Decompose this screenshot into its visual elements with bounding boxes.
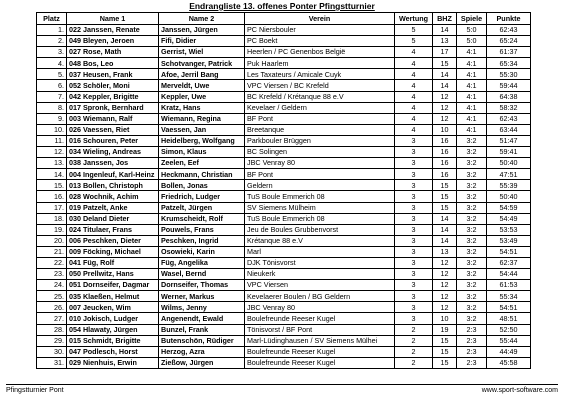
cell-name1: 026 Vaessen, Riet [67, 124, 159, 135]
cell-name1: 029 Nienhuis, Erwin [67, 357, 159, 368]
cell-wertung: 3 [395, 257, 433, 268]
cell-verein: TuS Boule Emmerich 08 [245, 191, 395, 202]
cell-spiele: 3:2 [457, 213, 487, 224]
cell-verein: Heerlen / PC Genenbos België [245, 47, 395, 58]
cell-platz: 26. [37, 302, 67, 313]
cell-verein: Kevelaerer Boulen / BG Geldern [245, 291, 395, 302]
cell-name1: 030 Deland Dieter [67, 213, 159, 224]
table-row [37, 113, 531, 124]
cell-bhz: 14 [433, 235, 457, 246]
cell-bhz: 19 [433, 324, 457, 335]
table-row [37, 313, 531, 324]
table-row [37, 269, 531, 280]
cell-wertung: 2 [395, 346, 433, 357]
cell-name2: Afoe, Jerril Bang [159, 69, 245, 80]
column-header-punkte: Punkte [487, 13, 531, 25]
cell-name1: 009 Föcking, Michael [67, 246, 159, 257]
cell-name1: 027 Rose, Math [67, 47, 159, 58]
cell-platz: 17. [37, 202, 67, 213]
cell-punkte: 53:49 [487, 235, 531, 246]
table-header-row [37, 13, 531, 25]
cell-name2: Peschken, Ingrid [159, 235, 245, 246]
table-row [37, 246, 531, 257]
cell-spiele: 4:1 [457, 80, 487, 91]
cell-name1: 024 Titulaer, Frans [67, 224, 159, 235]
cell-bhz: 13 [433, 36, 457, 47]
cell-platz: 15. [37, 180, 67, 191]
cell-verein: JBC Venray 80 [245, 302, 395, 313]
cell-name2: Zießow, Jürgen [159, 357, 245, 368]
cell-punkte: 50:40 [487, 158, 531, 169]
cell-name2: Wiemann, Regina [159, 113, 245, 124]
cell-punkte: 55:30 [487, 69, 531, 80]
cell-name1: 050 Prellwitz, Hans [67, 269, 159, 280]
cell-wertung: 3 [395, 280, 433, 291]
cell-name1: 017 Spronk, Bernhard [67, 102, 159, 113]
cell-spiele: 3:2 [457, 202, 487, 213]
cell-bhz: 12 [433, 280, 457, 291]
cell-spiele: 3:2 [457, 280, 487, 291]
cell-spiele: 3:2 [457, 269, 487, 280]
cell-bhz: 12 [433, 302, 457, 313]
cell-bhz: 14 [433, 213, 457, 224]
cell-name2: Füg, Angelika [159, 257, 245, 268]
cell-bhz: 14 [433, 25, 457, 36]
cell-punkte: 50:40 [487, 191, 531, 202]
cell-name1: 022 Janssen, Renate [67, 25, 159, 36]
cell-verein: BF Pont [245, 169, 395, 180]
column-header-platz: Platz [37, 13, 67, 25]
cell-spiele: 4:1 [457, 69, 487, 80]
cell-name2: Angenendt, Ewald [159, 313, 245, 324]
cell-name2: Bollen, Jonas [159, 180, 245, 191]
cell-name2: Patzelt, Jürgen [159, 202, 245, 213]
cell-verein: Tönisvorst / BF Pont [245, 324, 395, 335]
cell-bhz: 10 [433, 124, 457, 135]
cell-name2: Vaessen, Jan [159, 124, 245, 135]
cell-spiele: 2:3 [457, 346, 487, 357]
cell-punkte: 59:41 [487, 147, 531, 158]
cell-name2: Herzog, Azra [159, 346, 245, 357]
cell-wertung: 4 [395, 80, 433, 91]
table-row [37, 302, 531, 313]
cell-verein: Jeu de Boules Grubbenvorst [245, 224, 395, 235]
cell-name1: 038 Janssen, Jos [67, 158, 159, 169]
cell-spiele: 3:2 [457, 180, 487, 191]
table-row [37, 169, 531, 180]
cell-name1: 013 Bollen, Christoph [67, 180, 159, 191]
cell-spiele: 3:2 [457, 257, 487, 268]
cell-name1: 037 Heusen, Frank [67, 69, 159, 80]
cell-platz: 3. [37, 47, 67, 58]
cell-name2: Bunzel, Frank [159, 324, 245, 335]
cell-wertung: 3 [395, 191, 433, 202]
table-row [37, 346, 531, 357]
cell-name2: Gerrist, Wiel [159, 47, 245, 58]
cell-verein: Marl-Lüdinghausen / SV Siemens Mülhei [245, 335, 395, 346]
cell-platz: 27. [37, 313, 67, 324]
cell-name1: 047 Podlesch, Horst [67, 346, 159, 357]
cell-wertung: 3 [395, 202, 433, 213]
cell-bhz: 15 [433, 357, 457, 368]
cell-verein: VPC Viersen / BC Krefeld [245, 80, 395, 91]
cell-spiele: 3:2 [457, 291, 487, 302]
results-table [36, 12, 531, 369]
cell-wertung: 5 [395, 25, 433, 36]
table-row [37, 224, 531, 235]
cell-punkte: 64:38 [487, 91, 531, 102]
cell-spiele: 3:2 [457, 224, 487, 235]
cell-punkte: 55:39 [487, 180, 531, 191]
cell-name1: 028 Wochnik, Achim [67, 191, 159, 202]
table-row [37, 25, 531, 36]
cell-verein: Parkbouler Brüggen [245, 135, 395, 146]
cell-name1: 052 Schöler, Moni [67, 80, 159, 91]
cell-spiele: 3:2 [457, 169, 487, 180]
cell-platz: 1. [37, 25, 67, 36]
cell-bhz: 12 [433, 91, 457, 102]
table-row [37, 124, 531, 135]
cell-name1: 003 Wiemann, Ralf [67, 113, 159, 124]
cell-name2: Simon, Klaus [159, 147, 245, 158]
cell-spiele: 2:3 [457, 335, 487, 346]
cell-punkte: 54:51 [487, 246, 531, 257]
cell-name2: Butenschön, Rüdiger [159, 335, 245, 346]
cell-verein: Nieukerk [245, 269, 395, 280]
cell-wertung: 4 [395, 124, 433, 135]
cell-bhz: 12 [433, 291, 457, 302]
cell-bhz: 15 [433, 202, 457, 213]
cell-punkte: 51:47 [487, 135, 531, 146]
cell-name2: Heidelberg, Wolfgang [159, 135, 245, 146]
cell-punkte: 55:34 [487, 291, 531, 302]
cell-spiele: 3:2 [457, 313, 487, 324]
cell-bhz: 12 [433, 257, 457, 268]
cell-verein: Marl [245, 246, 395, 257]
column-header-name2: Name 2 [159, 13, 245, 25]
cell-punkte: 52:50 [487, 324, 531, 335]
cell-verein: BF Pont [245, 113, 395, 124]
cell-name2: Krumscheidt, Rolf [159, 213, 245, 224]
cell-verein: BC Solingen [245, 147, 395, 158]
column-header-spiele: Spiele [457, 13, 487, 25]
cell-name1: 004 Ingenleuf, Karl-Heinz [67, 169, 159, 180]
cell-platz: 11. [37, 135, 67, 146]
cell-platz: 6. [37, 80, 67, 91]
cell-name1: 016 Schouren, Peter [67, 135, 159, 146]
cell-platz: 30. [37, 346, 67, 357]
cell-platz: 18. [37, 213, 67, 224]
cell-verein: Boulefreunde Reeser Kugel [245, 313, 395, 324]
cell-name2: Wasel, Bernd [159, 269, 245, 280]
cell-verein: TuS Boule Emmerich 08 [245, 213, 395, 224]
cell-bhz: 13 [433, 246, 457, 257]
table-row [37, 58, 531, 69]
cell-verein: JBC Venray 80 [245, 158, 395, 169]
cell-name1: 049 Bleyen, Jeroen [67, 36, 159, 47]
cell-punkte: 55:44 [487, 335, 531, 346]
cell-verein: Krétanque 88 e.V [245, 235, 395, 246]
cell-verein: PC Niersbouler [245, 25, 395, 36]
cell-punkte: 54:44 [487, 269, 531, 280]
cell-wertung: 3 [395, 180, 433, 191]
cell-name2: Heckmann, Christian [159, 169, 245, 180]
cell-bhz: 12 [433, 102, 457, 113]
table-row [37, 47, 531, 58]
table-row [37, 280, 531, 291]
cell-platz: 14. [37, 169, 67, 180]
cell-platz: 13. [37, 158, 67, 169]
cell-name2: Wilms, Jenny [159, 302, 245, 313]
cell-wertung: 3 [395, 246, 433, 257]
cell-spiele: 3:2 [457, 158, 487, 169]
cell-name2: Keppler, Uwe [159, 91, 245, 102]
table-row [37, 147, 531, 158]
cell-bhz: 15 [433, 58, 457, 69]
cell-bhz: 16 [433, 158, 457, 169]
table-row [37, 213, 531, 224]
cell-name1: 041 Füg, Rolf [67, 257, 159, 268]
cell-platz: 28. [37, 324, 67, 335]
cell-name2: Merveldt, Uwe [159, 80, 245, 91]
table-row [37, 335, 531, 346]
cell-platz: 5. [37, 69, 67, 80]
cell-name2: Schotvanger, Patrick [159, 58, 245, 69]
cell-wertung: 3 [395, 302, 433, 313]
cell-name2: Werner, Markus [159, 291, 245, 302]
cell-platz: 19. [37, 224, 67, 235]
table-row [37, 191, 531, 202]
cell-bhz: 12 [433, 269, 457, 280]
cell-wertung: 3 [395, 147, 433, 158]
cell-punkte: 54:51 [487, 302, 531, 313]
cell-verein: PC Boekt [245, 36, 395, 47]
cell-name1: 010 Jokisch, Ludger [67, 313, 159, 324]
cell-name2: Fifi, Didier [159, 36, 245, 47]
cell-wertung: 3 [395, 269, 433, 280]
cell-verein: VPC Viersen [245, 280, 395, 291]
cell-name1: 019 Patzelt, Anke [67, 202, 159, 213]
cell-punkte: 61:37 [487, 47, 531, 58]
cell-punkte: 54:59 [487, 202, 531, 213]
table-row [37, 158, 531, 169]
cell-punkte: 59:44 [487, 80, 531, 91]
cell-platz: 7. [37, 91, 67, 102]
page-title: Endrangliste 13. offenes Ponter Pfingstturnier [189, 1, 375, 11]
cell-spiele: 3:2 [457, 147, 487, 158]
table-row [37, 69, 531, 80]
cell-name1: 034 Wieling, Andreas [67, 147, 159, 158]
cell-punkte: 54:49 [487, 213, 531, 224]
cell-bhz: 14 [433, 80, 457, 91]
cell-name1: 054 Hlawaty, Jürgen [67, 324, 159, 335]
results-body [37, 25, 531, 369]
cell-wertung: 3 [395, 169, 433, 180]
cell-platz: 8. [37, 102, 67, 113]
column-header-bhz: BHZ [433, 13, 457, 25]
table-row [37, 91, 531, 102]
cell-platz: 31. [37, 357, 67, 368]
cell-punkte: 63:44 [487, 124, 531, 135]
cell-spiele: 3:2 [457, 246, 487, 257]
table-row [37, 102, 531, 113]
cell-name2: Osowieki, Karin [159, 246, 245, 257]
cell-name2: Pouwels, Frans [159, 224, 245, 235]
cell-punkte: 65:34 [487, 58, 531, 69]
cell-bhz: 15 [433, 335, 457, 346]
cell-name1: 006 Peschken, Dieter [67, 235, 159, 246]
cell-verein: Kevelaer / Geldern [245, 102, 395, 113]
cell-wertung: 4 [395, 91, 433, 102]
cell-bhz: 15 [433, 346, 457, 357]
cell-spiele: 2:3 [457, 357, 487, 368]
cell-punkte: 58:32 [487, 102, 531, 113]
cell-punkte: 62:37 [487, 257, 531, 268]
cell-name2: Zeelen, Eef [159, 158, 245, 169]
footer-divider [6, 384, 558, 385]
cell-spiele: 4:1 [457, 102, 487, 113]
cell-spiele: 4:1 [457, 124, 487, 135]
cell-spiele: 2:3 [457, 324, 487, 335]
cell-bhz: 16 [433, 147, 457, 158]
cell-platz: 12. [37, 147, 67, 158]
cell-wertung: 3 [395, 158, 433, 169]
cell-wertung: 4 [395, 47, 433, 58]
cell-name2: Friedrich, Ludger [159, 191, 245, 202]
cell-bhz: 10 [433, 313, 457, 324]
cell-spiele: 4:1 [457, 47, 487, 58]
cell-punkte: 61:53 [487, 280, 531, 291]
column-header-wertung: Wertung [395, 13, 433, 25]
cell-name1: 051 Dornseifer, Dagmar [67, 280, 159, 291]
cell-verein: BC Krefeld / Krétanque 88 e.V [245, 91, 395, 102]
cell-wertung: 3 [395, 313, 433, 324]
cell-spiele: 3:2 [457, 235, 487, 246]
cell-punkte: 65:24 [487, 36, 531, 47]
cell-verein: Boulefreunde Reeser Kugel [245, 357, 395, 368]
cell-wertung: 2 [395, 335, 433, 346]
cell-punkte: 62:43 [487, 113, 531, 124]
cell-platz: 20. [37, 235, 67, 246]
table-row [37, 36, 531, 47]
table-row [37, 180, 531, 191]
cell-verein: Breetanque [245, 124, 395, 135]
cell-platz: 9. [37, 113, 67, 124]
column-header-verein: Verein [245, 13, 395, 25]
cell-platz: 29. [37, 335, 67, 346]
cell-spiele: 3:2 [457, 302, 487, 313]
cell-verein: Les Taxateurs / Amicale Cuyk [245, 69, 395, 80]
cell-verein: Boulefreunde Reeser Kugel [245, 346, 395, 357]
footer-left-text: Pfingstturnier Pont [6, 387, 64, 394]
cell-wertung: 4 [395, 113, 433, 124]
table-row [37, 324, 531, 335]
cell-name1: 035 Klaeßen, Helmut [67, 291, 159, 302]
cell-wertung: 2 [395, 357, 433, 368]
cell-bhz: 14 [433, 69, 457, 80]
cell-wertung: 3 [395, 224, 433, 235]
cell-platz: 10. [37, 124, 67, 135]
cell-name2: Dornseifer, Thomas [159, 280, 245, 291]
cell-wertung: 3 [395, 291, 433, 302]
cell-platz: 23. [37, 269, 67, 280]
cell-name1: 048 Bos, Leo [67, 58, 159, 69]
cell-name1: 007 Jeucken, Wim [67, 302, 159, 313]
table-row [37, 291, 531, 302]
cell-name1: 042 Keppler, Brigitte [67, 91, 159, 102]
cell-spiele: 4:1 [457, 91, 487, 102]
cell-wertung: 4 [395, 102, 433, 113]
cell-wertung: 4 [395, 69, 433, 80]
cell-punkte: 45:58 [487, 357, 531, 368]
cell-name1: 015 Schmidt, Brigitte [67, 335, 159, 346]
table-row [37, 257, 531, 268]
cell-wertung: 5 [395, 36, 433, 47]
cell-verein: Geldern [245, 180, 395, 191]
cell-bhz: 14 [433, 224, 457, 235]
cell-name2: Janssen, Jürgen [159, 25, 245, 36]
table-row [37, 235, 531, 246]
cell-wertung: 2 [395, 324, 433, 335]
cell-platz: 2. [37, 36, 67, 47]
cell-punkte: 53:53 [487, 224, 531, 235]
cell-wertung: 3 [395, 135, 433, 146]
cell-platz: 21. [37, 246, 67, 257]
cell-bhz: 12 [433, 113, 457, 124]
cell-wertung: 4 [395, 58, 433, 69]
cell-platz: 25. [37, 291, 67, 302]
cell-spiele: 4:1 [457, 113, 487, 124]
cell-bhz: 15 [433, 191, 457, 202]
cell-platz: 22. [37, 257, 67, 268]
table-row [37, 357, 531, 368]
cell-wertung: 3 [395, 213, 433, 224]
cell-bhz: 15 [433, 180, 457, 191]
cell-punkte: 62:43 [487, 25, 531, 36]
footer-right-text: www.sport-software.com [481, 387, 558, 394]
cell-spiele: 3:2 [457, 191, 487, 202]
cell-punkte: 47:51 [487, 169, 531, 180]
cell-spiele: 4:1 [457, 58, 487, 69]
table-row [37, 202, 531, 213]
cell-platz: 24. [37, 280, 67, 291]
cell-verein: Puk Haarlem [245, 58, 395, 69]
column-header-name1: Name 1 [67, 13, 159, 25]
cell-bhz: 16 [433, 169, 457, 180]
cell-bhz: 17 [433, 47, 457, 58]
cell-name2: Kratz, Hans [159, 102, 245, 113]
cell-bhz: 16 [433, 135, 457, 146]
cell-verein: DJK Tönisvorst [245, 257, 395, 268]
cell-spiele: 3:2 [457, 135, 487, 146]
cell-punkte: 44:49 [487, 346, 531, 357]
table-row [37, 135, 531, 146]
cell-spiele: 5:0 [457, 36, 487, 47]
cell-platz: 16. [37, 191, 67, 202]
cell-verein: SV Siemens Mülheim [245, 202, 395, 213]
table-row [37, 80, 531, 91]
cell-platz: 4. [37, 58, 67, 69]
cell-wertung: 3 [395, 235, 433, 246]
cell-punkte: 48:51 [487, 313, 531, 324]
cell-spiele: 5:0 [457, 25, 487, 36]
